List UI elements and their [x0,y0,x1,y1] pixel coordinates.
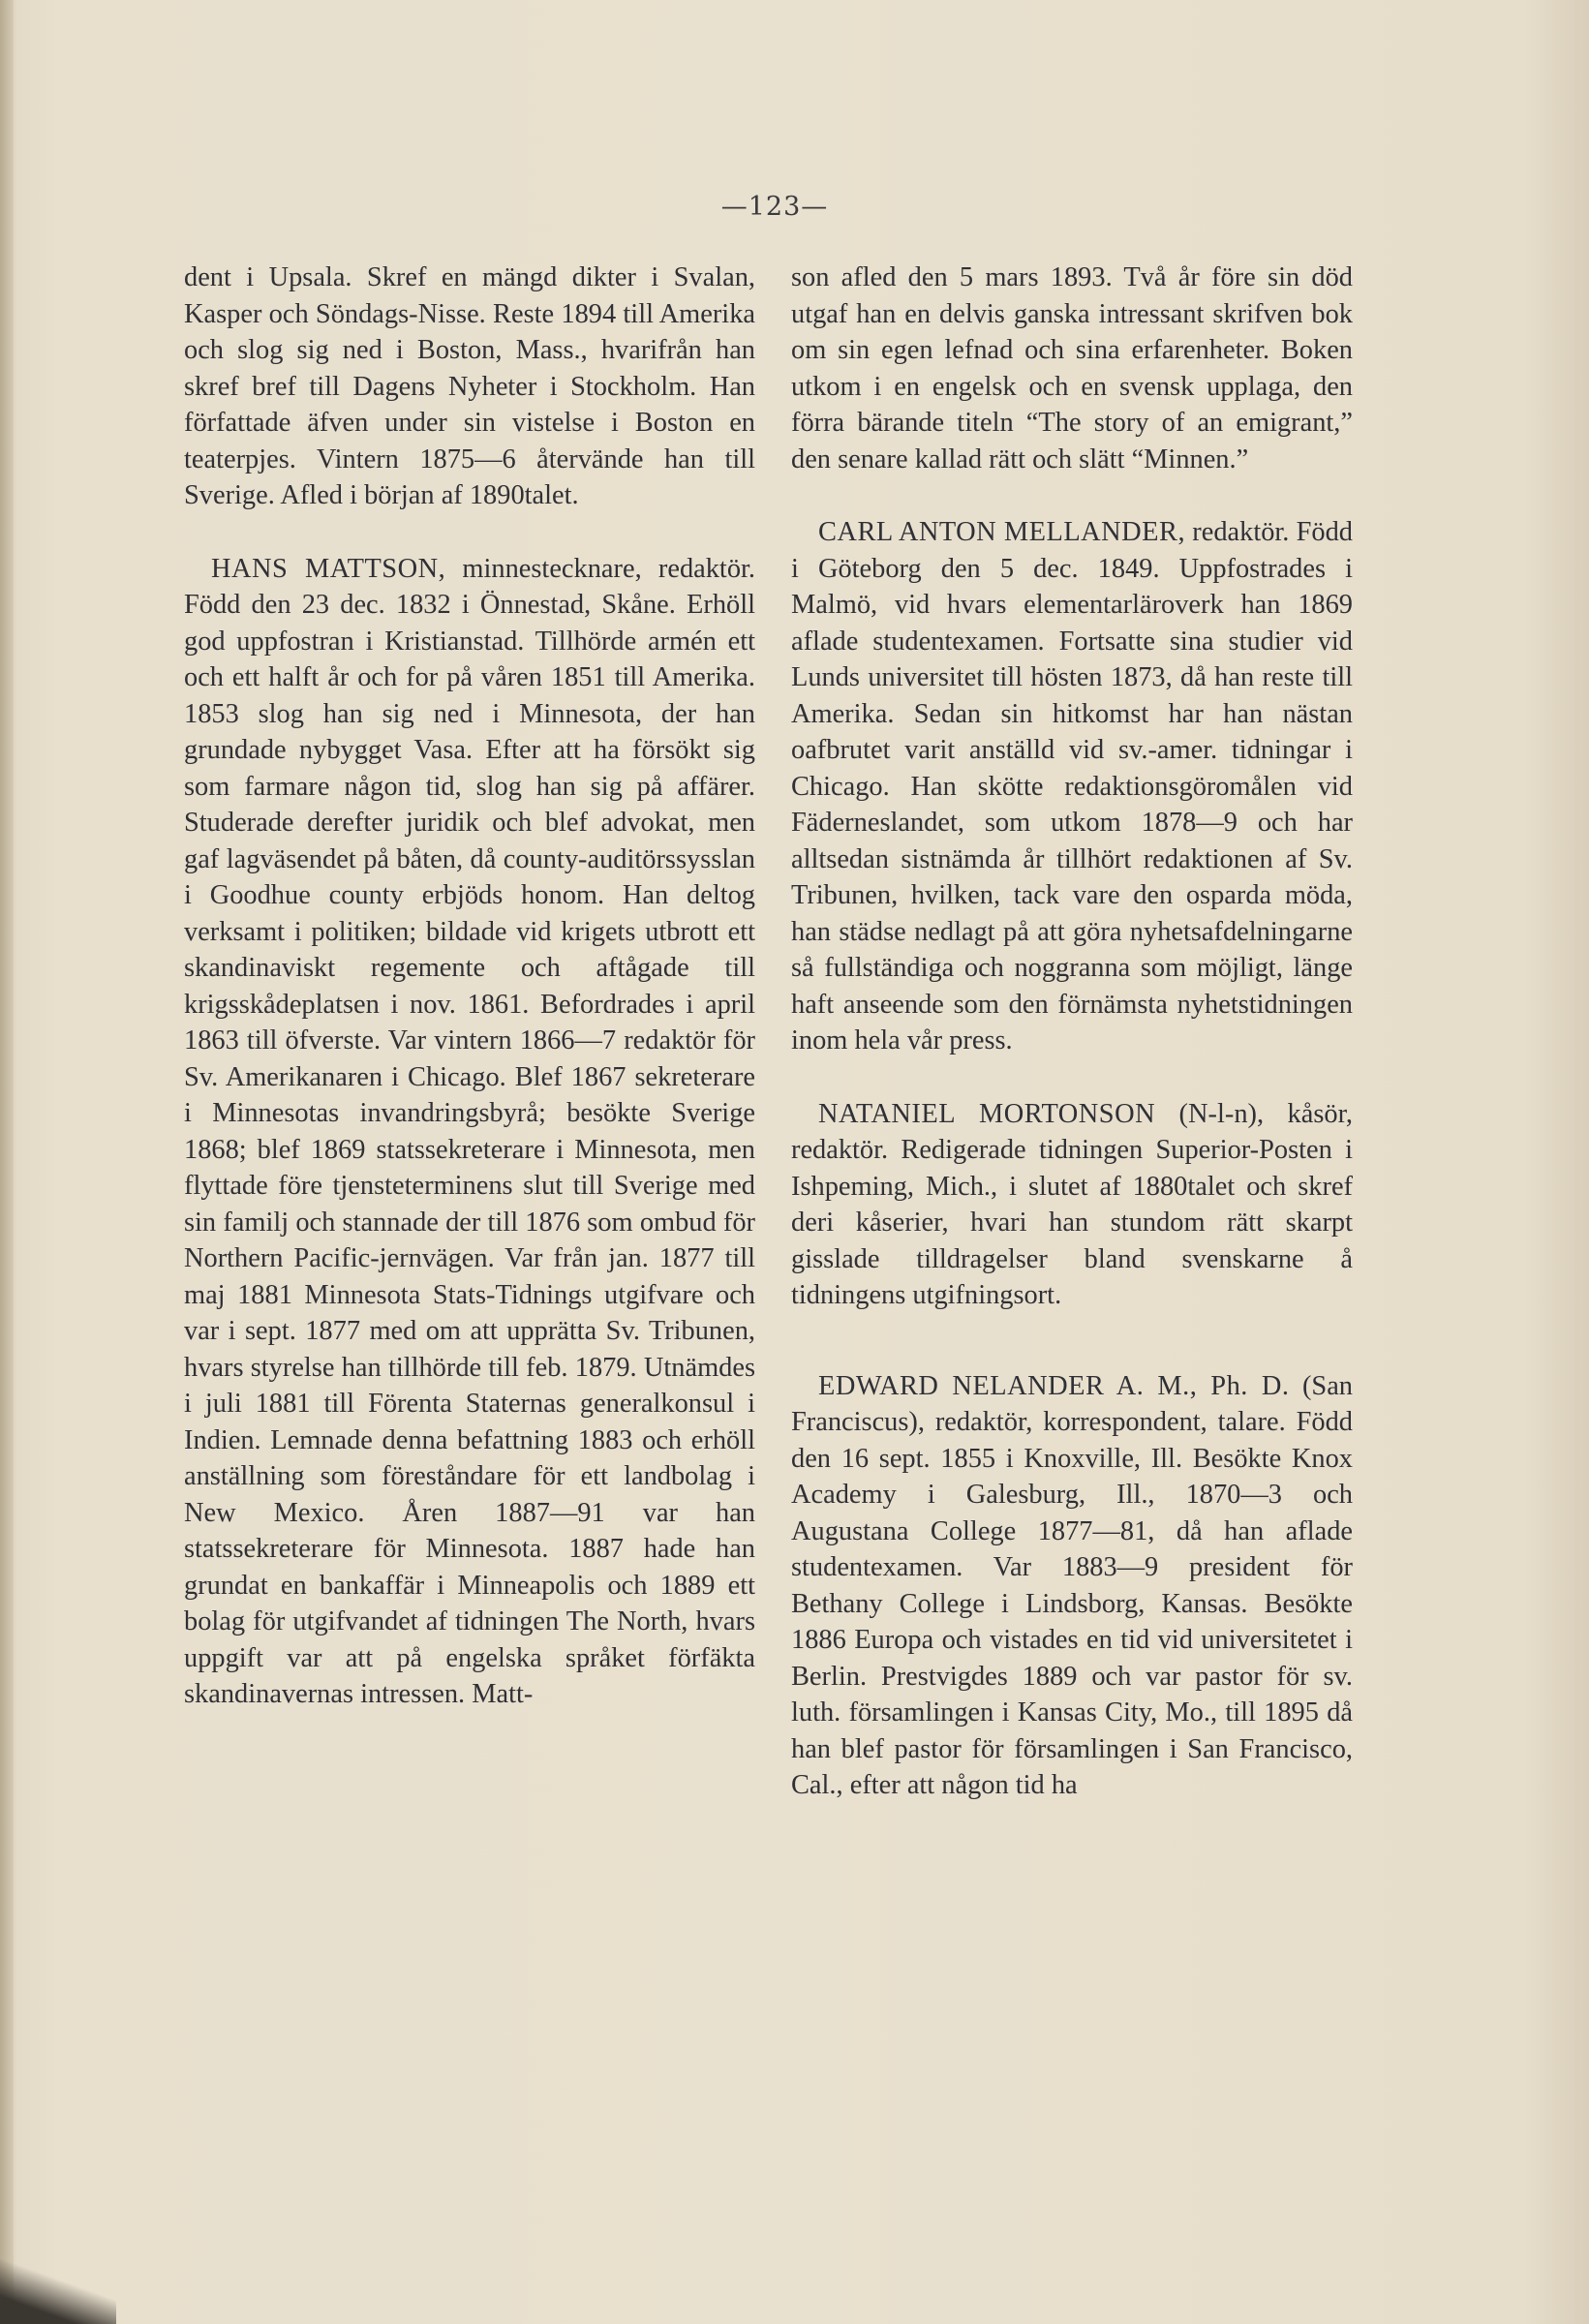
entry-carl-anton-mellander [791,514,1353,1059]
corner-shadow [0,2256,116,2324]
page-number: —123— [720,192,829,222]
entry-text: minnestecknare, redaktör. Född den 23 dec. 1832 i Önnestad, Skåne. Erhöll god uppfostran i Kristianstad. Tillhörde armén ett och ett halft år och for på våren 1851 till Amerika. 1853 slog han sig ned i Minnesota, der han grundade nybygget Vasa. Efter att ha försökt sig som farmare någon tid, slog han sig på affärer. Studerade derefter juridik och blef advokat, men gaf lagväsendet på båten, då county-auditörssysslan i Goodhue county erbjöds honom. Han deltog verksamt i politiken; bildade vid krigets utbrott ett skandinaviskt regemente och aftågade till krigsskådeplatsen i nov. 1861. Befordrades i april 1863 till öfverste. Var vintern 1866—7 redaktör för Sv. Amerikanaren i Chicago. Blef 1867 sekreterare i Minnesotas invandringsbyrå; besökte Sverige 1868; blef 1869 statssekreterare i Minnesota, men flyttade före tjensteterminens slut till Sverige med sin familj och stannade der till 1876 som ombud för Northern Pacific-jernvägen. Var från jan. 1877 till maj 1881 Minnesota Stats-Tidnings utgifvare och var i sept. 1877 med om att upprätta Sv. Tribunen, hvars styrelse han tillhörde till feb. 1879. Utnämdes i juli 1881 till Förenta Staternas generalkonsul i Indien. Lemnade denna befattning 1883 och erhöll anställning som föreståndare för ett landbolag i New Mexico. Åren 1887—91 var han statssekreterare för Minnesota. 1887 hade han grundat en bankaffär i Minneapolis och 1889 ett bolag för utgifvandet af tidningen The North, hvars uppgift var att på engelska språket förfäkta skandinavernas intressen. Matt- [184,553,755,1709]
continued-paragraph: dent i Upsala. Skref en mängd dikter i Svalan, Kasper och Söndags-Nisse. Reste 1894 till Amerika och slog sig ned i Boston, Mass., hvarifrån han skref bref till Dagens Nyheter i Stockholm. Han författade äfven under sin vistelse i Boston en teaterpjes. Vintern 1875—6 återvände han till Sverige. Afled i början af 1890talet. [184,262,755,510]
left-column [184,260,755,1713]
entry-text: (N-l-n), kåsör, redaktör. Redigerade tidningen Superior-Posten i Ishpeming, Mich., i slutet af 1880talet och skref deri kåserier, hvari han stundom rätt skarpt gisslade tilldragelser bland svenskarne å tidningens utgifningsort. [791,1098,1353,1310]
entry-name: HANS MATTSON, [211,553,446,584]
page-binding-edge [0,0,14,2324]
entry-name: CARL ANTON MELLANDER, [818,517,1186,547]
entry-name: EDWARD NELANDER A. M., Ph. D. [818,1370,1290,1401]
entry-text: (San Franciscus), redaktör, korrespondent, talare. Född den 16 sept. 1855 i Knoxville, Ill. Besökte Knox Academy i Galesburg, Ill., 1870—3 och Augustana College 1877—81, då han aflade studentexamen. Var 1883—9 president för Bethany College i Lindsborg, Kansas. Besökte 1886 Europa och vistades en tid vid universitetet i Berlin. Prestvigdes 1889 och var pastor för sv. luth. församlingen i Kansas City, Mo., till 1895 då han blef pastor för församlingen i San Francisco, Cal., efter att någon tid ha [791,1370,1353,1800]
right-column [791,260,1353,1804]
entry-name: NATANIEL MORTONSON [818,1098,1156,1129]
entry-text: redaktör. Född i Göteborg den 5 dec. 1849. Uppfostrades i Malmö, vid hvars elementarläroverk han 1869 aflade studentexamen. Fortsatte sina studier vid Lunds universitet till hösten 1873, då han reste till Amerika. Sedan sin hitkomst har han nästan oafbrutet varit anställd vid sv.-amer. tidningar i Chicago. Han skötte redaktionsgöromålen vid Fäderneslandet, som utkom 1878—9 och har alltsedan sistnämda år tillhört redaktionen af Sv. Tribunen, hvilken, tack vare den osparda möda, han städse nedlagt på att göra nyhetsafdelningarne så fullständiga och noggranna som möjligt, länge haft anseende som den förnämsta nyhetstidningen inom hela vår press. [791,517,1353,1055]
entry-hans-mattson [184,551,755,1713]
continued-paragraph: son afled den 5 mars 1893. Två år före sin död utgaf han en delvis ganska intressant skrifven bok om sin egen lefnad och sina erfarenheter. Boken utkom i en engelsk och en svensk upplaga, den förra bärande titeln “The story of an emigrant,” den senare kallad rätt och slätt “Minnen.” [791,262,1353,474]
entry-nataniel-mortonson [791,1096,1353,1314]
entry-edward-nelander [791,1368,1353,1804]
